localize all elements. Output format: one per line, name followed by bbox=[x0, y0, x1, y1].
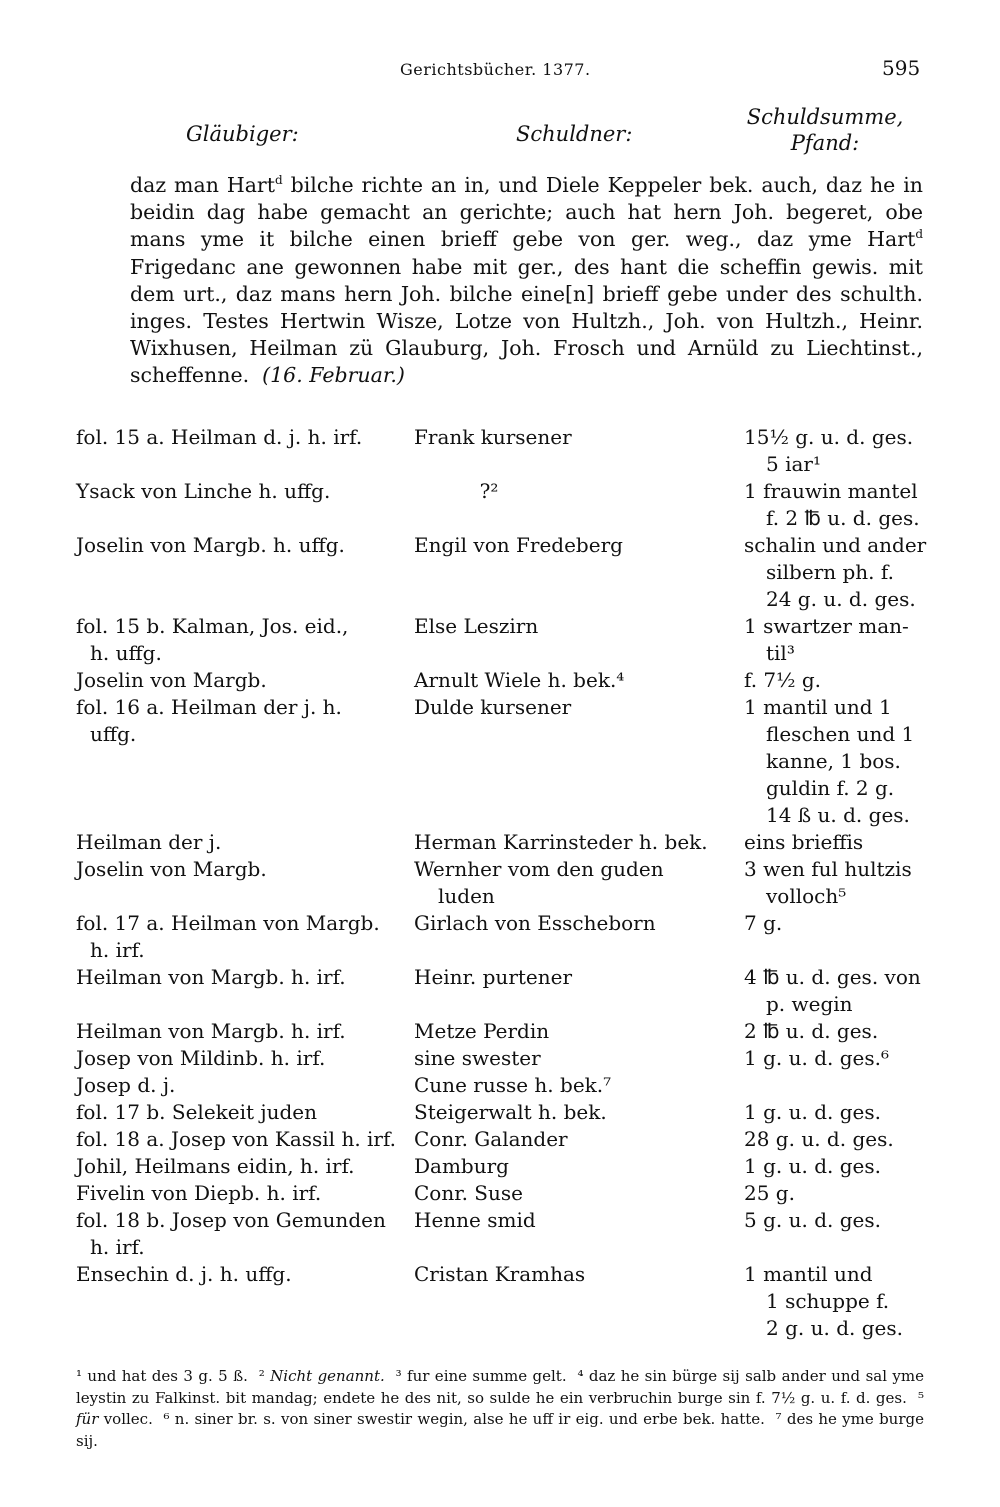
creditor-cell bbox=[76, 1099, 406, 1126]
sum-line: 4 ℔ u. d. ges. von bbox=[744, 965, 921, 989]
debtor-line: Heinr. purtener bbox=[414, 965, 573, 989]
sum-line: 1 mantil und bbox=[744, 1262, 873, 1286]
creditor-cell bbox=[76, 964, 406, 991]
sum-line: 28 g. u. d. ges. bbox=[744, 1127, 894, 1151]
creditor-line: fol. 17 b. Selekeit juden bbox=[76, 1100, 317, 1124]
sum-line: 1 g. u. d. ges. bbox=[744, 1154, 881, 1178]
sum-cell bbox=[744, 613, 924, 667]
debtor-cell bbox=[414, 1207, 724, 1234]
creditor-line: fol. 15 a. Heilman d. j. h. irf. bbox=[76, 425, 363, 449]
sum-line: guldin f. 2 g. bbox=[766, 776, 895, 800]
debtor-cell bbox=[414, 829, 724, 856]
sum-cell bbox=[744, 1099, 924, 1126]
running-title: Gerichtsbücher. 1377. bbox=[400, 60, 591, 79]
debtor-line: luden bbox=[438, 884, 495, 908]
debtor-line: Cune russe h. bek.⁷ bbox=[414, 1073, 612, 1097]
creditor-line: uffg. bbox=[90, 722, 137, 746]
creditor-line: Ensechin d. j. h. uffg. bbox=[76, 1262, 292, 1286]
creditor-line: Heilman von Margb. h. irf. bbox=[76, 965, 346, 989]
creditor-line: Ysack von Linche h. uffg. bbox=[76, 479, 331, 503]
sum-cell bbox=[744, 1018, 924, 1045]
debtor-cell bbox=[414, 1018, 724, 1045]
creditor-cell bbox=[76, 478, 406, 505]
footnote-5-italic: für bbox=[76, 1410, 99, 1428]
page-number: 595 bbox=[882, 56, 921, 80]
sum-line: 1 frauwin mantel bbox=[744, 479, 918, 503]
sum-line: silbern ph. f. bbox=[766, 560, 894, 584]
intro-paragraph bbox=[130, 172, 923, 390]
sum-cell bbox=[744, 1207, 924, 1234]
sum-cell bbox=[744, 910, 924, 937]
sum-line: 24 g. u. d. ges. bbox=[766, 587, 916, 611]
creditor-cell bbox=[76, 1072, 406, 1099]
sum-line: 5 iar¹ bbox=[766, 452, 821, 476]
footnote-3: ³ fur eine summe gelt. bbox=[395, 1367, 567, 1385]
creditor-line: fol. 15 b. Kalman, Jos. eid., bbox=[76, 614, 349, 638]
debtor-cell bbox=[414, 1153, 724, 1180]
sum-line: schalin und ander bbox=[744, 533, 927, 557]
intro-line: inges. Testes Hertwin Wisze, Lotze von Hultzh., Joh. von Hultzh., Heinr. bbox=[130, 309, 923, 334]
creditor-line: h. uffg. bbox=[90, 641, 162, 665]
debtor-line: Girlach von Esscheborn bbox=[414, 911, 656, 935]
footnote-1: ¹ und hat des 3 g. 5 ß. bbox=[76, 1367, 248, 1385]
footnote-2: Nicht genannt. bbox=[270, 1367, 385, 1385]
creditor-column-header: Gläubiger: bbox=[186, 122, 299, 146]
creditor-cell bbox=[76, 1045, 406, 1072]
sum-cell bbox=[744, 424, 924, 478]
sum-line: 1 schuppe f. bbox=[766, 1289, 890, 1313]
sum-cell bbox=[744, 1153, 924, 1180]
superscript-d: d bbox=[915, 227, 923, 242]
creditor-cell bbox=[76, 1261, 406, 1288]
sum-line: til³ bbox=[766, 641, 795, 665]
sum-line: kanne, 1 bos. bbox=[766, 749, 901, 773]
debtor-line: Engil von Fredeberg bbox=[414, 533, 623, 557]
sum-line: 15½ g. u. d. ges. bbox=[744, 425, 914, 449]
creditor-line: Josep d. j. bbox=[76, 1073, 176, 1097]
sum-cell bbox=[744, 694, 924, 829]
debtor-line: Frank kursener bbox=[414, 425, 572, 449]
creditor-line: Johil, Heilmans eidin, h. irf. bbox=[76, 1154, 355, 1178]
sum-line: 14 ß u. d. ges. bbox=[766, 803, 910, 827]
debtor-line: Conr. Galander bbox=[414, 1127, 568, 1151]
footnote-5-number: ⁵ bbox=[917, 1388, 924, 1407]
debtor-cell bbox=[414, 1126, 724, 1153]
debtor-line: ?² bbox=[479, 479, 499, 503]
creditor-line: Joselin von Margb. bbox=[76, 857, 267, 881]
superscript-d: d bbox=[274, 173, 283, 188]
debtor-cell bbox=[414, 1072, 724, 1099]
creditor-line: Heilman der j. bbox=[76, 830, 222, 854]
intro-line: he in beidin dag habe gemacht an gerichte; auch hat hern Joh. begeret, bbox=[130, 173, 923, 225]
debtor-line: Henne smid bbox=[414, 1208, 536, 1232]
debtor-line: Arnult Wiele h. bek.⁴ bbox=[414, 668, 625, 692]
sum-cell bbox=[744, 667, 924, 694]
sum-cell bbox=[744, 1045, 924, 1072]
intro-date: (16. Februar.) bbox=[262, 363, 405, 388]
creditor-line: fol. 17 a. Heilman von Margb. bbox=[76, 911, 380, 935]
debtor-line: Damburg bbox=[414, 1154, 509, 1178]
sum-header-line-1: Schuldsumme, bbox=[746, 105, 904, 129]
sum-line: 1 g. u. d. ges.⁶ bbox=[744, 1046, 889, 1070]
creditor-line: h. irf. bbox=[90, 1235, 145, 1259]
column-headers bbox=[0, 104, 1000, 164]
intro-line: dem urt., daz mans hern Joh. bilche eine[n] brieff gebe under des schulth. bbox=[130, 281, 923, 306]
debtor-line: Cristan Kramhas bbox=[414, 1262, 586, 1286]
sum-cell bbox=[744, 1261, 924, 1342]
sum-line: 1 mantil und 1 bbox=[744, 695, 892, 719]
creditor-line: fol. 16 a. Heilman der j. h. bbox=[76, 695, 342, 719]
sum-line: 2 ℔ u. d. ges. bbox=[744, 1019, 879, 1043]
sum-line: volloch⁵ bbox=[766, 884, 847, 908]
debtor-cell bbox=[414, 424, 724, 451]
intro-line: Frigedanc ane gewonnen habe mit ger., des hant die scheffin gewis. mit bbox=[130, 254, 923, 279]
debtor-cell bbox=[414, 478, 564, 505]
footnote-4: ⁴ daz he sin bürge sij salb ander und sal yme leystin zu Falkinst. bit mandag; endete he des nit, so sulde he ein verbruchin burge sin f. 7½ g. u. f. d. ges. bbox=[76, 1367, 924, 1407]
creditor-cell bbox=[76, 424, 406, 451]
creditor-line: Joselin von Margb. h. uffg. bbox=[76, 533, 345, 557]
footnote-6: ⁶ n. siner br. s. von siner swestir wegin, alse he uff ir eig. und erbe bek. hatte. bbox=[163, 1410, 765, 1428]
sum-line: 1 swartzer man- bbox=[744, 614, 909, 638]
debtor-cell bbox=[414, 613, 724, 640]
debtor-cell bbox=[414, 1099, 724, 1126]
creditor-cell bbox=[76, 910, 406, 964]
debtor-line: Else Leszirn bbox=[414, 614, 539, 638]
footnote-7: ⁷ des he yme burge sij. bbox=[76, 1410, 924, 1450]
creditor-cell bbox=[76, 613, 406, 667]
sum-column-header bbox=[740, 104, 910, 156]
creditor-cell bbox=[76, 532, 406, 559]
creditor-line: Heilman von Margb. h. irf. bbox=[76, 1019, 346, 1043]
sum-line: 1 g. u. d. ges. bbox=[744, 1100, 881, 1124]
sum-cell bbox=[744, 829, 924, 856]
creditor-line: Fivelin von Diepb. h. irf. bbox=[76, 1181, 322, 1205]
sum-line: 5 g. u. d. ges. bbox=[744, 1208, 881, 1232]
footnote-2-number: ² bbox=[258, 1367, 265, 1385]
debtor-cell bbox=[414, 667, 724, 694]
debtor-line: Steigerwalt h. bek. bbox=[414, 1100, 607, 1124]
debtor-cell bbox=[414, 1261, 724, 1288]
debtor-line: sine swester bbox=[414, 1046, 541, 1070]
debtor-cell bbox=[414, 1045, 724, 1072]
creditor-cell bbox=[76, 856, 406, 883]
intro-line: Wixhusen, Heilman zü Glauburg, Joh. Frosch und Arnüld zu Liechtinst., bbox=[130, 336, 923, 361]
creditor-cell bbox=[76, 1180, 406, 1207]
intro-line: bilche richte an in, und Diele Keppeler bek. auch, daz bbox=[290, 173, 863, 197]
debtor-cell bbox=[414, 856, 724, 910]
debtor-cell bbox=[414, 532, 724, 559]
debtor-cell bbox=[414, 964, 724, 991]
sum-cell bbox=[744, 532, 927, 613]
debtor-column-header: Schuldner: bbox=[516, 122, 633, 146]
footnotes bbox=[76, 1366, 924, 1452]
creditor-line: Joselin von Margb. bbox=[76, 668, 267, 692]
sum-line: fleschen und 1 bbox=[766, 722, 915, 746]
creditor-cell bbox=[76, 1207, 406, 1261]
creditor-line: Josep von Mildinb. h. irf. bbox=[76, 1046, 326, 1070]
page-header bbox=[0, 56, 1000, 86]
sum-cell bbox=[744, 964, 924, 1018]
intro-line: scheffenne. bbox=[130, 363, 250, 388]
debtor-line: Conr. Suse bbox=[414, 1181, 523, 1205]
debtor-cell bbox=[414, 1180, 724, 1207]
debtor-cell bbox=[414, 694, 724, 721]
sum-line: f. 7½ g. bbox=[744, 668, 822, 692]
debtor-line: Wernher vom den guden bbox=[414, 857, 664, 881]
sum-cell bbox=[744, 1180, 924, 1207]
creditor-line: fol. 18 a. Josep von Kassil h. irf. bbox=[76, 1127, 397, 1151]
footnote-5: vollec. bbox=[103, 1410, 153, 1428]
creditor-cell bbox=[76, 667, 406, 694]
sum-line: eins brieffis bbox=[744, 830, 864, 854]
debtor-line: Metze Perdin bbox=[414, 1019, 550, 1043]
creditor-line: h. irf. bbox=[90, 938, 145, 962]
creditor-cell bbox=[76, 694, 406, 748]
creditor-cell bbox=[76, 1126, 406, 1153]
sum-cell bbox=[744, 1126, 924, 1153]
creditor-line: fol. 18 b. Josep von Gemunden bbox=[76, 1208, 386, 1232]
sum-line: 25 g. bbox=[744, 1181, 795, 1205]
intro-line: daz man Hart bbox=[130, 173, 275, 197]
sum-line: 3 wen ful hultzis bbox=[744, 857, 912, 881]
sum-line: 7 g. bbox=[744, 911, 783, 935]
debtor-cell bbox=[414, 910, 724, 937]
sum-cell bbox=[744, 856, 924, 910]
creditor-cell bbox=[76, 1153, 406, 1180]
intro-line: obe mans yme it bilche einen brieff gebe von ger. weg., daz yme Hart bbox=[130, 200, 923, 252]
debtor-line: Herman Karrinsteder h. bek. bbox=[414, 830, 708, 854]
sum-header-line-2: Pfand: bbox=[790, 131, 860, 155]
debtor-line: Dulde kursener bbox=[414, 695, 572, 719]
sum-line: p. wegin bbox=[766, 992, 853, 1016]
creditor-cell bbox=[76, 1018, 406, 1045]
creditor-cell bbox=[76, 829, 406, 856]
sum-cell bbox=[744, 478, 924, 532]
sum-line: f. 2 ℔ u. d. ges. bbox=[766, 506, 920, 530]
sum-line: 2 g. u. d. ges. bbox=[766, 1316, 903, 1340]
